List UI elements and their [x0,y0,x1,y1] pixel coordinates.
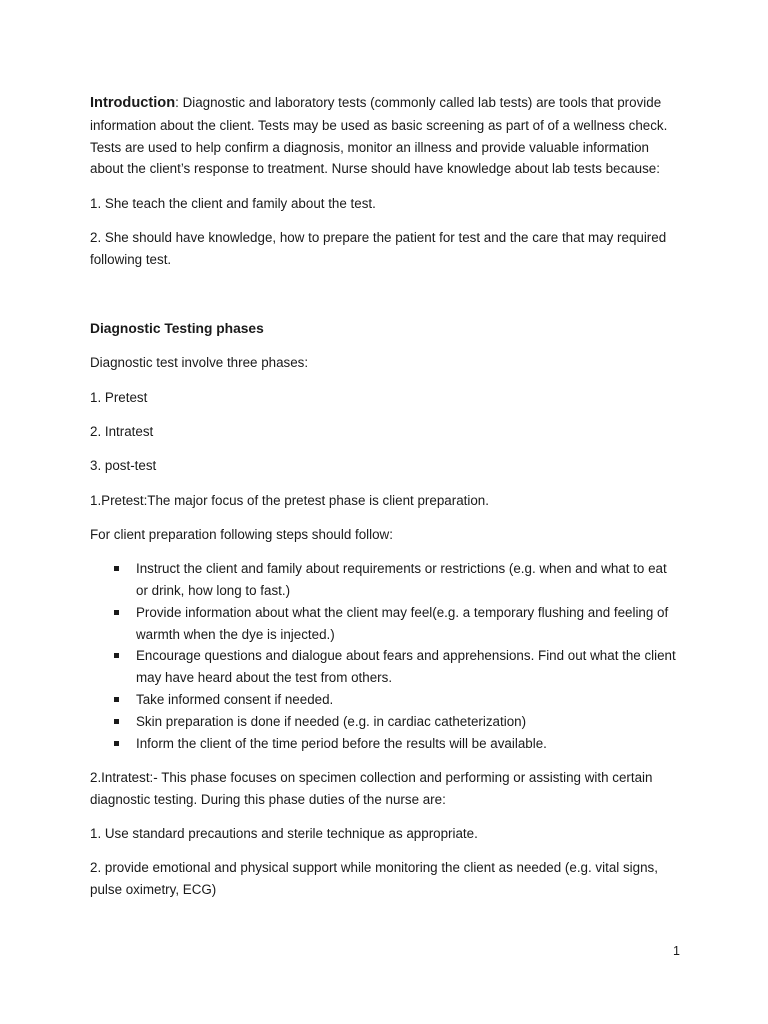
reason-item: 1. She teach the client and family about the test. [90,195,376,211]
intro-heading: Introduction [90,95,176,111]
square-bullet-icon [114,610,119,615]
square-bullet-icon [114,719,119,724]
list-item [90,602,680,646]
intratest-duty: 1. Use standard precautions and sterile technique as appropriate. [90,825,478,841]
document-body [90,92,680,913]
list-item [90,733,680,755]
section-heading: Diagnostic Testing phases [90,320,264,336]
list-item [90,558,680,602]
reason-item: 2. She should have knowledge, how to prepare the patient for test and the care that may required following test. [90,229,667,267]
section-intro: Diagnostic test involve three phases: [90,355,309,371]
intro-text: : Diagnostic and laboratory tests (commonly called lab tests) are tools that provide information about the client. Tests may be used as basic screening as part of of a wellness check. Tests are used to help confirm a diagnosis, monitor an illness and provide valuable information about the client’s response to treatment. Nurse should have knowledge about lab tests because: [90,95,668,177]
square-bullet-icon [114,566,119,571]
list-item-text: Inform the client of the time period before the results will be available. [136,735,547,751]
intro-paragraph [90,92,680,180]
intratest-paragraph: 2.Intratest:- This phase focuses on specimen collection and performing or assisting with certain diagnostic testing. During this phase duties of the nurse are: [90,769,653,807]
prep-intro: For client preparation following steps should follow: [90,526,393,542]
list-item-text: Encourage questions and dialogue about fears and apprehensions. Find out what the client may have heard about the test from others. [136,648,676,686]
prep-steps-list [90,558,680,754]
square-bullet-icon [114,653,119,658]
list-item-text: Skin preparation is done if needed (e.g. in cardiac catheterization) [136,713,527,729]
list-item [90,711,680,733]
square-bullet-icon [114,741,119,746]
phase-item: 2. Intratest [90,423,154,439]
intratest-duty: 2. provide emotional and physical support while monitoring the client as needed (e.g. vital signs, pulse oximetry, ECG) [90,860,658,898]
list-item [90,689,680,711]
list-item-text: Instruct the client and family about requirements or restrictions (e.g. when and what to eat or drink, how long to fast.) [136,561,667,598]
phase-item: 3. post-test [90,458,157,474]
list-item-text: Provide information about what the client may feel(e.g. a temporary flushing and feeling of warmth when the dye is injected.) [136,604,669,642]
square-bullet-icon [114,697,119,702]
list-item-text: Take informed consent if needed. [136,691,334,707]
list-item [90,645,680,689]
pretest-paragraph: 1.Pretest:The major focus of the pretest phase is client preparation. [90,492,489,508]
page-number: 1 [673,944,680,958]
phase-item: 1. Pretest [90,389,148,405]
